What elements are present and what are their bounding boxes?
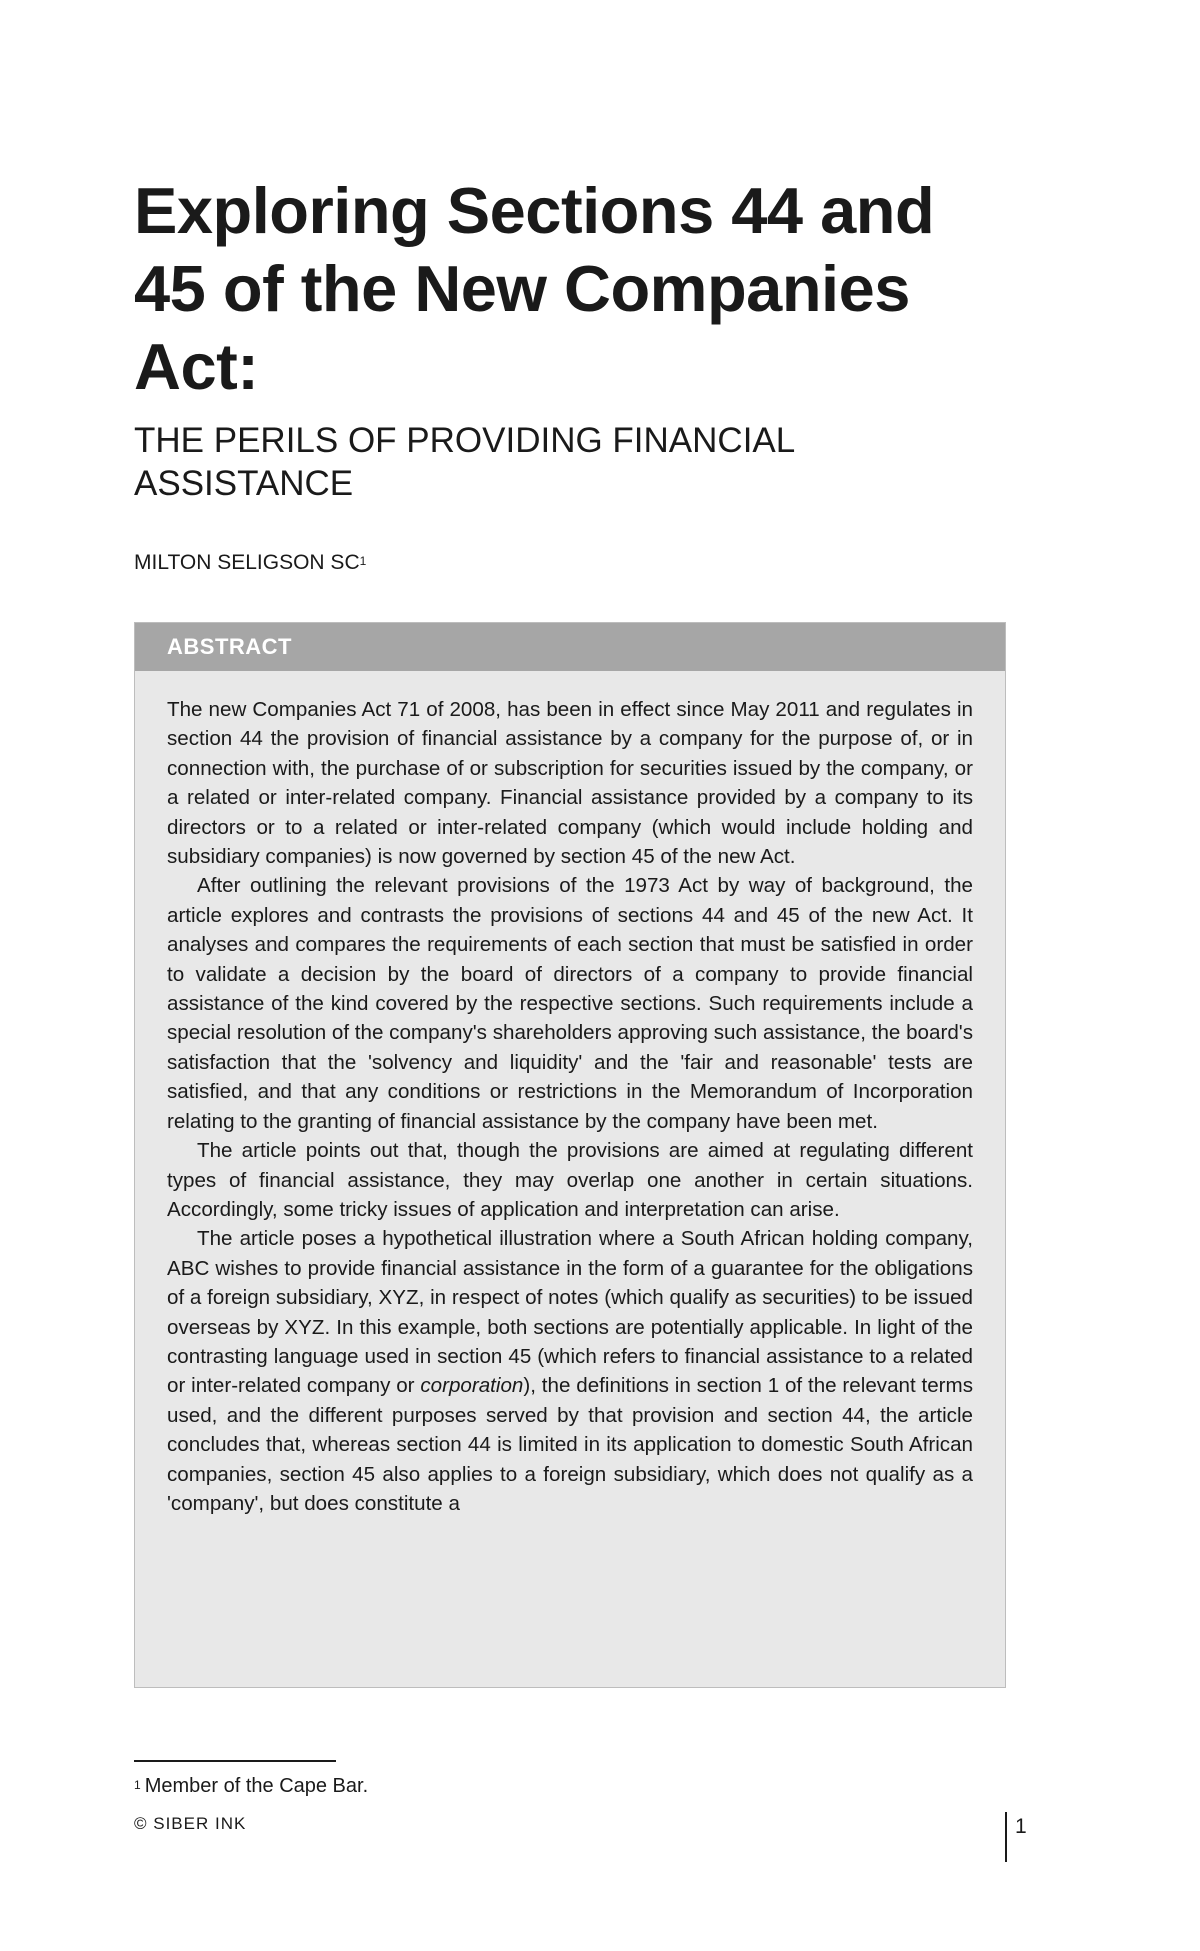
footnote-marker: 1 <box>134 1778 141 1792</box>
page-number: 1 <box>1015 1815 1027 1838</box>
author-footnote-marker[interactable]: 1 <box>359 554 367 568</box>
author-name: MILTON SELIGSON SC <box>134 551 360 574</box>
abstract-text-span: The article poses a hypothetical illustration where a South African holding company, ABC wishes to provide financial assistance in the form of a guarantee for the obligations of a foreign subsidiary, XYZ, in respect of notes (which qualify as securities) to be issued overseas by XYZ. In this example, both sections are potentially applicable. In light of the contrasting language used in section 45 (which refers to financial assistance to a related or inter-related company or <box>167 1227 973 1398</box>
abstract-paragraph: The new Companies Act 71 of 2008, has been in effect since May 2011 and regulates in section 44 the provision of financial assistance by a company for the purpose of, or in connection with, the purchase of or subscription for securities issued by the company, or a related or inter-related company. Financial assistance provided by a company to its directors or to a related or inter-related company (which would include holding and subsidiary companies) is now governed by section 45 of the new Act. <box>167 698 973 869</box>
abstract-body <box>135 671 1005 1518</box>
abstract-italic-term: corporation <box>420 1374 524 1398</box>
footnote-divider <box>134 1760 336 1762</box>
author-line <box>134 549 366 577</box>
article-title: Exploring Sections 44 and 45 of the New Companies Act: <box>134 174 935 403</box>
footnote-text: Member of the Cape Bar. <box>144 1775 369 1797</box>
abstract-heading: ABSTRACT <box>135 623 1005 671</box>
page-number-divider <box>1005 1812 1007 1862</box>
copyright-notice: © SIBER INK <box>134 1814 247 1833</box>
footnote <box>134 1772 368 1800</box>
abstract-paragraph <box>167 1224 973 1518</box>
abstract-paragraph: The article points out that, though the provisions are aimed at regulating different types of financial assistance, they may overlap one another in certain situations. Accordingly, some tricky issues of application and interpretation can arise. <box>167 1139 973 1221</box>
article-subtitle: THE PERILS OF PROVIDING FINANCIAL ASSISTANCE <box>134 421 794 503</box>
abstract-text-span: ), the definitions in section 1 of the relevant terms used, and the different purposes served by that provision and section 44, the article concludes that, whereas section 44 is limited in its application to domestic South African companies, section 45 also applies to a foreign subsidiary, which does not qualify as a 'company', but does constitute a <box>167 1374 973 1515</box>
abstract-paragraph: After outlining the relevant provisions of the 1973 Act by way of background, the article explores and contrasts the provisions of sections 44 and 45 of the new Act. It analyses and compares the requirements of each section that must be satisfied in order to validate a decision by the board of directors of a company to provide financial assistance of the kind covered by the respective sections. Such requirements include a special resolution of the company's shareholders approving such assistance, the board's satisfaction that the 'solvency and liquidity' and the 'fair and reasonable' tests are satisfied, and that any conditions or restrictions in the Memorandum of Incorporation relating to the granting of financial assistance by the company have been met. <box>167 874 973 1133</box>
abstract-box <box>134 622 1006 1688</box>
